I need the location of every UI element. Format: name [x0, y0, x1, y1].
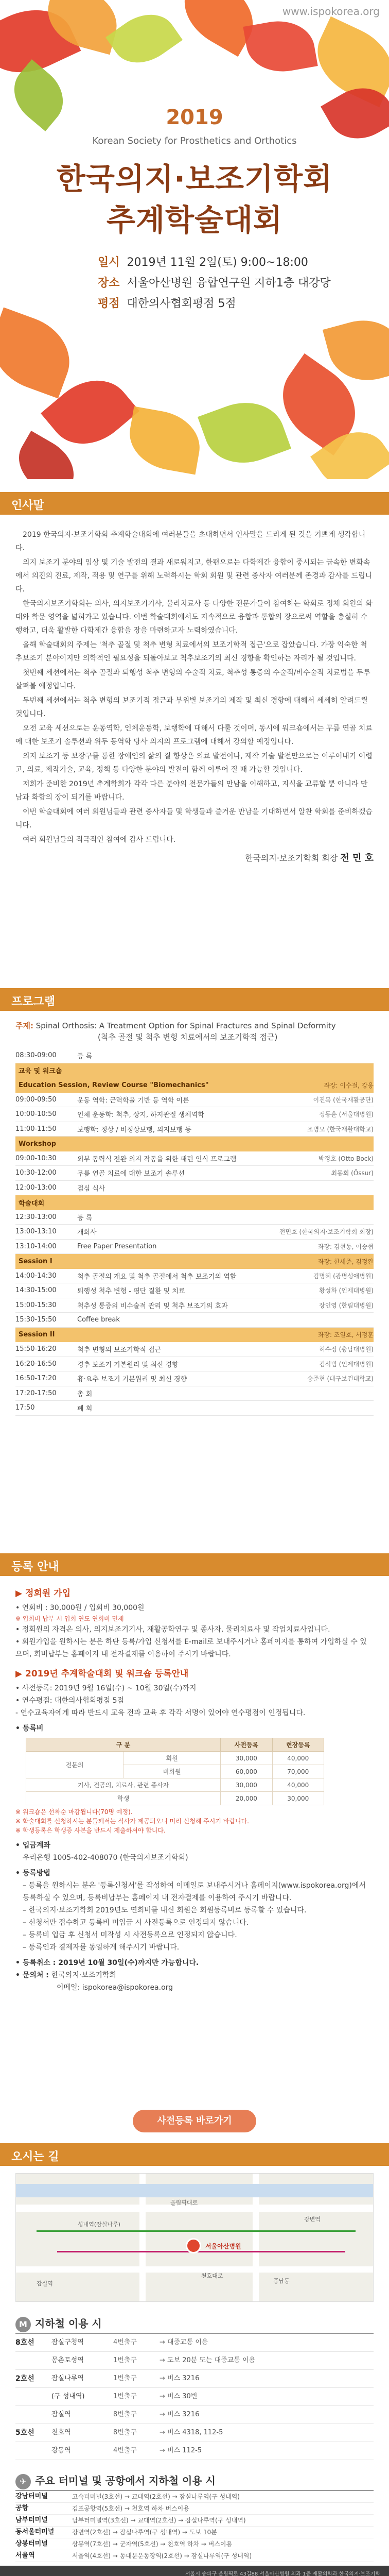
greeting-paragraph: 오전 교육 세션으로는 운동역학, 인체운동학, 보행학에 대해서 다룰 것이며, 동시에 워크숍에서는 무릎 연골 치료에 대한 보조기 솔루션과 위두 동역학 당사 의지의 프로그램에 대해서 강의할 예정입니다. [15, 724, 373, 746]
program-time: 17:20-17:50 [15, 1389, 57, 1397]
program-title: 보행학: 정상 / 비정상보행, 의지보행 등 [77, 1126, 191, 1134]
fee-note: ※ 학생등록은 학생증 사본을 반드시 제출하셔야 합니다. [15, 1827, 166, 1834]
terminal-row [15, 2538, 374, 2550]
airplane-icon: ✈ [15, 2474, 31, 2489]
terminal-name: 상봉터미널 [15, 2540, 48, 2548]
info-label: 일시 [98, 256, 120, 269]
subway-detail: → 버스 112-5 [160, 2447, 202, 2454]
subway-list [15, 2334, 374, 2460]
theme-english: Spinal Orthosis: A Treatment Option for Spinal Fractures and Spinal Deformity [36, 1021, 336, 1030]
program-theme [15, 1020, 374, 1043]
signature-title: 한국의지·보조기학회 회장 [245, 853, 338, 863]
title-line-1: 한국의지·보조기학회 [56, 161, 333, 196]
program-row [15, 1122, 374, 1137]
fee-table [26, 1738, 324, 1805]
program-title: 개회사 [77, 1229, 97, 1237]
fee-cell: 40,000 [272, 1778, 324, 1792]
program-speaker: 조병모 (한국재활대학교) [307, 1125, 374, 1133]
program-time: 12:30-13:00 [15, 1213, 57, 1221]
program-time: 13:00-13:10 [15, 1228, 57, 1236]
program-time: 16:50-17:20 [15, 1375, 57, 1383]
membership-note: ※ 입회비 납부 시 입회 연도 연회비 면제 [15, 1615, 124, 1622]
event-info [98, 252, 345, 314]
program-time: 14:00-14:30 [15, 1272, 57, 1280]
method-line: – 등록인과 결제자를 동일하게 해주시기 바랍니다. [23, 1943, 180, 1952]
program-title: 척추 변형의 보조기학적 접근 [77, 1346, 162, 1354]
program-speaker: 송준현 (대구보건대학교) [307, 1375, 374, 1383]
subway-line [15, 2409, 51, 2420]
fee-header: 사전등록 [221, 1738, 272, 1752]
subway-station: 강동역 [51, 2447, 71, 2454]
map-road [16, 2266, 374, 2273]
program-title: 퇴행성 척추 변형 - 평단 질환 및 치료 [77, 1287, 185, 1296]
fee-cell: 학생 [26, 1792, 221, 1805]
program-title: 등 록 [77, 1214, 93, 1222]
subway-row [15, 2388, 374, 2406]
program-time: 11:00-11:50 [15, 1125, 57, 1133]
greeting-paragraph: 두번째 세션에서는 척추 변형의 보조기적 접근과 부위별 보조기의 제작 및 최신 경향에 대해서 세세히 알려드릴 것입니다. [15, 697, 368, 718]
program-speaker: 좌장: 한세준, 김정완 [317, 1258, 374, 1265]
terminal-list [15, 2491, 374, 2562]
map-label: 천호대로 [201, 2273, 223, 2279]
program-row [15, 1386, 374, 1401]
subway-row [15, 2370, 374, 2388]
membership-line: • 정회원의 자격은 의사, 의지보조기기사, 재활공학연구 및 종사자, 물리치료사 및 작업치료사입니다. [15, 1625, 330, 1634]
program-time: Session I [19, 1257, 52, 1265]
program-time: 교육 및 워크숍 [19, 1067, 62, 1076]
subway-row [15, 2442, 374, 2460]
subway-line [15, 2391, 51, 2402]
program-speaker: 장인영 (한림대병원) [319, 1301, 374, 1309]
fee-header-row [26, 1738, 324, 1752]
subway-detail: → 버스 30번 [160, 2393, 198, 2400]
program-row [15, 1093, 374, 1108]
pre-registration-button[interactable]: 사전등록 바로가기 [133, 2110, 256, 2132]
program-row [15, 1283, 374, 1298]
program-section-row [15, 1195, 374, 1210]
terminal-route: 서울역(4호선) → 동대문운동장역(2호선) → 잠실나루역(구 성내역) [72, 2552, 252, 2560]
membership-title: ▶ 정회원 가입 [15, 1588, 71, 1599]
terminal-row [15, 2550, 374, 2562]
fee-cell: 기사, 전공의, 치료사, 관련 종사자 [26, 1778, 221, 1792]
terminal-name: 공항 [15, 2504, 29, 2512]
hero-banner [0, 0, 389, 479]
subway-line: 2호선 [15, 2375, 34, 2383]
greeting-paragraph: 2019 한국의지·보조기학회 추계학술대회에 여러분들을 초대하면서 인사말을 드리게 된 것을 기쁘게 생각합니다. [15, 531, 366, 552]
program-title: 외부 동력식 전완 의지 작동을 위한 패턴 인식 프로그램 [77, 1155, 237, 1163]
program-title: 점심 식사 [77, 1184, 105, 1193]
subway-station: (구 성내역) [51, 2393, 85, 2400]
fee-cell: 비회원 [123, 1765, 221, 1778]
info-credit [98, 294, 345, 314]
subway-row [15, 2334, 374, 2352]
program-table [15, 1048, 374, 1416]
terminal-header [15, 2470, 374, 2491]
program-section-row [15, 1254, 374, 1269]
autumn-leaf-decoration [0, 308, 81, 399]
terminal-title: 주요 터미널 및 공항에서 지하철 이용 시 [35, 2475, 216, 2487]
program-time: 학술대회 [19, 1199, 45, 1208]
info-label: 장소 [98, 277, 120, 290]
membership-line: • 연회비 : 30,000원 / 입회비 30,000원 [15, 1604, 145, 1612]
account-label: • 입금계좌 [15, 1841, 50, 1850]
program-time: 15:30-15:50 [15, 1316, 57, 1324]
method-line: – 등록비 입금 후 신청서 미작성 시 사전등록으로 인정되지 않습니다. [23, 1931, 237, 1939]
program-speaker: 김석범 (인제대병원) [319, 1360, 374, 1368]
program-time: 10:00-10:50 [15, 1110, 57, 1118]
footer-society-name [14, 2574, 117, 2576]
program-section-row [15, 1137, 374, 1151]
program-row [15, 1151, 374, 1166]
theme-label: 주제: [15, 1021, 33, 1030]
program-time: 12:00-13:00 [15, 1183, 57, 1192]
program-row [15, 1342, 374, 1357]
program-time: 13:10-14:00 [15, 1242, 57, 1250]
fee-cell: 20,000 [221, 1792, 272, 1805]
subway-line: 8호선 [15, 2338, 34, 2347]
terminal-name: 남부터미널 [15, 2516, 48, 2524]
program-title: 등 록 [77, 1053, 93, 1061]
info-date [98, 252, 345, 273]
signature-name: 전 민 호 [340, 853, 374, 863]
program-row [15, 1107, 374, 1122]
terminal-row [15, 2527, 374, 2538]
terminal-route: 상봉역(7호선) → 군자역(5호선) → 천호역 하차 → 버스이용 [72, 2540, 233, 2548]
program-time: 09:00-10:30 [15, 1154, 57, 1162]
method-line: – 신청서만 접수하고 등록비 미입금 시 사전등록으로 인정되지 않습니다. [23, 1919, 249, 1927]
program-row [15, 1166, 374, 1181]
program-speaker: 김명혜 (광명성애병원) [313, 1272, 374, 1280]
fee-row [26, 1792, 324, 1805]
program-row [15, 1401, 374, 1416]
greeting-signature [15, 852, 374, 865]
fee-cell: 전문의 [26, 1752, 123, 1778]
info-venue [98, 273, 345, 294]
program-speaker: 박정호 (Otto Bock) [318, 1155, 374, 1162]
contact-email[interactable]: 이메일: ispokorea@ispokorea.org [57, 1984, 173, 1992]
greeting-paragraph: 한국의지보조기학회는 의사, 의지보조기기사, 물리치료사 등 다양한 전문가들이 참여하는 학회로 정체 회원의 화대와 학문 영역을 넓혀가고 있습니다. 이번 학술대회에서도 지속적으로 융합과 통합의 장으로써 역할을 충실히 수행하고, 더욱 활발한 다학제간 융합을 장을 마련하고자 노력하였습니다. [15, 600, 373, 635]
fee-header: 구 분 [26, 1738, 221, 1752]
event-line: - 연수교육자에게 따라 반드시 교육 전과 교육 후 각각 서명이 있어야 연수평점이 인정됩니다. [15, 1709, 306, 1717]
subway-exit: 1번출구 [113, 2375, 137, 2382]
program-row [15, 1240, 374, 1255]
subway-exit: 1번출구 [113, 2357, 137, 2364]
subway-icon: M [15, 2317, 31, 2332]
directions-section-header [0, 2143, 389, 2166]
subway-station: 잠실역 [51, 2411, 71, 2418]
subway-detail: → 도보 20분 또는 대중교통 이용 [160, 2357, 256, 2364]
program-row [15, 1210, 374, 1225]
program-title: Coffee break [77, 1316, 120, 1324]
greeting-paragraph: 저희가 준비한 2019년 추계학회가 각각 다른 분야의 전문가들의 만남을 이해하고, 지식을 교류할 뿐 아니라 만남과 화합의 장이 되기를 바랍니다. [15, 780, 368, 802]
fee-cell: 30,000 [221, 1752, 272, 1765]
program-title: 인체 운동학: 척추, 상지, 하지관절 생체역학 [77, 1111, 204, 1120]
fee-cell: 30,000 [221, 1778, 272, 1792]
program-speaker: 최동회 (Össur) [331, 1170, 374, 1177]
terminal-route: 고속터미널(3호선) → 교대역(2호선) → 잠실나루역(구 성내역) [72, 2493, 240, 2500]
registration-section-header [0, 1553, 389, 1576]
program-row [15, 1269, 374, 1284]
terminal-route: 김포공항역(5호선) → 천호역 하차 버스이용 [72, 2505, 189, 2512]
program-time: 17:50 [15, 1404, 35, 1412]
terminal-name: 강남터미널 [15, 2493, 48, 2500]
subway-detail: → 버스 3216 [160, 2375, 200, 2382]
subway-title: 지하철 이용 시 [35, 2317, 102, 2330]
program-title: 경추 보조기 기본원리 및 최신 경향 [77, 1361, 179, 1369]
program-speaker: 전민호 (한국의지·보조기학회 회장) [279, 1228, 374, 1236]
program-row [15, 1048, 374, 1063]
program-time: 08:30-09:00 [15, 1052, 57, 1060]
subway-detail: → 대중교통 이용 [160, 2338, 208, 2346]
program-section-row [15, 1063, 374, 1078]
subway-station: 잠실나루역 [51, 2375, 84, 2382]
map-destination-label: 서울아산병원 [205, 2243, 241, 2250]
map-river [16, 2184, 374, 2197]
footer [0, 2566, 389, 2576]
terminal-name: 서울역 [15, 2552, 35, 2560]
title-line-2: 추계학술대회 [106, 202, 283, 238]
event-line: • 연수평점: 대한의사협회평점 5점 [15, 1697, 125, 1705]
program-title: 무릎 연골 치료에 대한 보조기 솔루션 [77, 1170, 185, 1178]
program-time: Education Session, Review Course "Biomechanics" [19, 1081, 209, 1089]
program-speaker: 좌장: 김현동, 이승협 [317, 1243, 374, 1250]
greeting-paragraph: 첫번째 세션에서는 척추 골절과 퇴행성 척추 변형의 수술적 치료, 척추성 통증의 수술적/비수술적 치료법을 두루 살펴볼 예정입니다. [15, 669, 370, 690]
terminal-route: 남부터미널역(3호선) → 교대역(2호선) → 잠실나루역(구 성내역) [72, 2517, 246, 2524]
program-section-row [15, 1078, 374, 1093]
site-url[interactable]: www.ispokorea.org [282, 5, 380, 18]
subway-row [15, 2352, 374, 2370]
program-time: 10:30-12:00 [15, 1169, 57, 1177]
theme-korean: (척추 골절 및 척추 변형 치료에서의 보조기학적 접근) [98, 1032, 278, 1042]
program-speaker: 좌장: 조일호, 서정훈 [317, 1331, 374, 1339]
program-row [15, 1371, 374, 1386]
subway-line: 5호선 [15, 2429, 34, 2437]
subway-line [15, 2445, 51, 2456]
program-section-row [15, 1328, 374, 1343]
autumn-leaf-decoration [125, 406, 205, 475]
program-title: 운동 역학: 근력학을 기반 등 역학 이론 [77, 1096, 189, 1105]
subway-row [15, 2406, 374, 2424]
subway-exit: 4번출구 [113, 2447, 137, 2454]
destination-marker-icon [186, 2238, 201, 2253]
map-label: 강변역 [304, 2216, 321, 2223]
section-title: 인사말 [11, 499, 44, 512]
program-time: 15:50-16:20 [15, 1345, 57, 1353]
society-english-name: Korean Society for Prosthetics and Orthotics [92, 135, 297, 146]
subway-detail: → 버스 4318, 112-5 [160, 2429, 223, 2436]
program-row [15, 1357, 374, 1372]
map-label: 풍납동 [273, 2278, 290, 2284]
program-row [15, 1225, 374, 1240]
fee-row [26, 1752, 324, 1765]
program-title: 척추성 통증의 비수술적 관리 및 척추 보조기의 효과 [77, 1302, 228, 1310]
cancellation-deadline: • 등록취소 : 2019년 10월 30일(수)까지만 가능합니다. [15, 1959, 199, 1967]
fee-note: ※ 워크숍은 선착순 마감됩니다(70명 예정). [15, 1808, 133, 1816]
program-row [15, 1181, 374, 1196]
subway-row [15, 2424, 374, 2442]
program-title: 흉·요추 보조기 기본원리 및 최신 경향 [77, 1376, 187, 1384]
program-time: 15:00-15:30 [15, 1301, 57, 1309]
membership-line: • 회원가입을 원하시는 분은 하단 등록/가입 신청서를 E-mail로 보내주시거나 홈페이지를 통하여 가입하실 수 있으며, 회비납부는 홈페이지 내 전자결제를 이용하여 주시기 바랍니다. [15, 1638, 367, 1658]
map-label: 올림픽대로 [170, 2199, 198, 2206]
program-row [15, 1313, 374, 1328]
fee-cell: 70,000 [272, 1765, 324, 1778]
subway-exit: 8번출구 [113, 2411, 137, 2418]
method-line: – 한국의지·보조기학회 2019년도 연회비를 내신 회원은 회원등록비로 등록할 수 있습니다. [23, 1906, 307, 1914]
subway-station: 잠실구청역 [51, 2338, 84, 2346]
program-time: Workshop [19, 1140, 57, 1148]
subway-detail: → 버스 3216 [160, 2411, 200, 2418]
autumn-leaf-decoration [243, 15, 317, 77]
terminal-route: 강변역(2호선) → 잠실나루역(구 성내역) → 도보 10분 [72, 2529, 217, 2536]
terminal-row [15, 2491, 374, 2503]
greeting-paragraph: 올해 학술대회의 주제는 '척추 골절 및 척추 변형 치료에서의 보조기학적 접근'으로 잡았습니다. 가장 익숙한 척추보조기 분야이지만 의학적인 필요성을 되돌아보고 척추보조기의 최신 경향을 확인하는 자리가 될 것입니다. [15, 641, 367, 663]
contact-info [15, 1969, 374, 1981]
fee-cell: 30,000 [272, 1792, 324, 1805]
info-value: 서울아산병원 융합연구원 지하1층 대강당 [127, 277, 331, 290]
fee-note: ※ 학술대회를 신청하시는 분들께서는 식사가 제공되오니 미리 신청해 주시기 바랍니다. [15, 1818, 249, 1825]
greeting-paragraph: 여러 회원님들의 적극적인 참여에 감사 드립니다. [23, 836, 176, 844]
subway-header [15, 2313, 374, 2334]
greeting-section-header [0, 492, 389, 515]
program-time: 16:20-16:50 [15, 1360, 57, 1368]
fee-label: • 등록비 [15, 1724, 44, 1733]
event-line: • 사전등록: 2019년 9월 16일(수) ~ 10월 30일(수)까지 [15, 1684, 197, 1692]
program-speaker: 좌장: 이수걸, 강웅 [324, 1081, 374, 1089]
program-title: 척추 골절의 개요 및 척추 골절에서 척추 보조기의 역할 [77, 1273, 237, 1281]
info-value: 2019년 11월 2일(토) 9:00~18:00 [127, 256, 308, 269]
terminal-directions [15, 2470, 374, 2562]
program-time: Session II [19, 1331, 55, 1339]
method-line: – 등록을 원하시는 분은 '등록신청서'를 작성하여 이메일로 보내주시거나 홈페이지(www.ispokorea.org)에서 등록하실 수 있으며, 등록비납부는 홈페이지 내 전자결제를 이용하여 주시기 바랍니다. [23, 1882, 366, 1902]
info-value: 대한의사협회평점 5점 [127, 297, 236, 310]
registration-body [15, 1584, 374, 1994]
greeting-paragraph: 의지 보조기 등 보장구를 통한 장애인의 삶의 질 향상은 의료 발전이나, 제작 기술 발전만으로는 이루어내기 어렵고, 의료, 제작기술, 교육, 정책 등 다양한 분야의 발전이 함께 이루어 질 때 가능할 것입니다. [15, 752, 373, 774]
subway-line [15, 2355, 51, 2366]
method-label: • 등록방법 [15, 1869, 50, 1877]
program-title: Free Paper Presentation [77, 1242, 157, 1250]
program-speaker: 이진복 (한국재활공단) [313, 1096, 374, 1104]
event-registration-title: ▶ 2019년 추계학술대회 및 워크숍 등록안내 [15, 1669, 189, 1679]
program-speaker: 정동훈 (서울대병원) [319, 1111, 374, 1118]
program-time: 14:30-15:00 [15, 1286, 57, 1295]
autumn-leaf-decoration [105, 2, 183, 76]
fee-cell: 회원 [123, 1752, 221, 1765]
map-label: 성내역(잠실나루) [78, 2221, 120, 2228]
subway-exit: 8번출구 [113, 2429, 137, 2436]
program-title: 폐 회 [77, 1405, 93, 1413]
program-row [15, 1298, 374, 1313]
subway-station: 천호역 [51, 2429, 71, 2436]
section-title: 프로그램 [11, 995, 56, 1008]
greeting-paragraph: 이번 학술대회에 여러 회원님들과 관련 종사자들 및 학생들과 즐거운 만남을 기대하면서 알찬 학회를 준비하겠습니다. [15, 808, 373, 829]
subway-directions [15, 2313, 374, 2460]
terminal-row [15, 2515, 374, 2527]
program-title: 총 회 [77, 1390, 93, 1398]
map-subway-line [37, 2230, 356, 2232]
fee-row [26, 1778, 324, 1792]
terminal-name: 동서울터미널 [15, 2528, 55, 2536]
program-speaker: 허수정 (충남대병원) [319, 1346, 374, 1353]
info-label: 평점 [98, 297, 120, 310]
program-time: 09:00-09:50 [15, 1095, 57, 1104]
fee-cell: 40,000 [272, 1752, 324, 1765]
account-value: 우리은행 1005-402-408070 (한국의지보조기학회) [23, 1854, 188, 1862]
section-title: 등록 안내 [11, 1561, 59, 1573]
contact-label: • 문의처 : [15, 1971, 49, 1979]
section-title: 오시는 길 [11, 2150, 59, 2163]
fee-cell: 60,000 [221, 1765, 272, 1778]
contact-org: 한국의지·보조기학회 [51, 1971, 116, 1979]
program-speaker: 황성화 (인제대병원) [319, 1287, 374, 1295]
subway-station: 몽촌토성역 [51, 2357, 84, 2364]
subway-exit: 1번출구 [113, 2393, 137, 2400]
map-subway-line [57, 2251, 345, 2252]
program-section-header [0, 988, 389, 1011]
footer-address: 서울시 송파구 올림픽로 43길88 서울아산병원 의과 1층 재활의학과 한국의지·보조기학 [185, 2571, 381, 2576]
terminal-row [15, 2503, 374, 2515]
greeting-body [15, 528, 374, 865]
map-label: 잠실역 [37, 2280, 53, 2287]
fee-header: 현장등록 [272, 1738, 324, 1752]
greeting-paragraph: 의지 보조기 분야의 임상 및 기술 발전의 결과 새로워지고, 한편으로는 다학제간 융합이 중시되는 급속한 변화속에서 의진의 진료, 제작, 적용 및 연구를 위해 노력하시는 학회 회원 및 관련 종사자 여러분께 존경과 감사를 드립니다. [15, 558, 373, 594]
location-map[interactable] [15, 2173, 374, 2302]
event-year: 2019 [166, 106, 223, 129]
autumn-leaf-decoration [198, 391, 291, 475]
subway-exit: 4번출구 [113, 2338, 137, 2346]
